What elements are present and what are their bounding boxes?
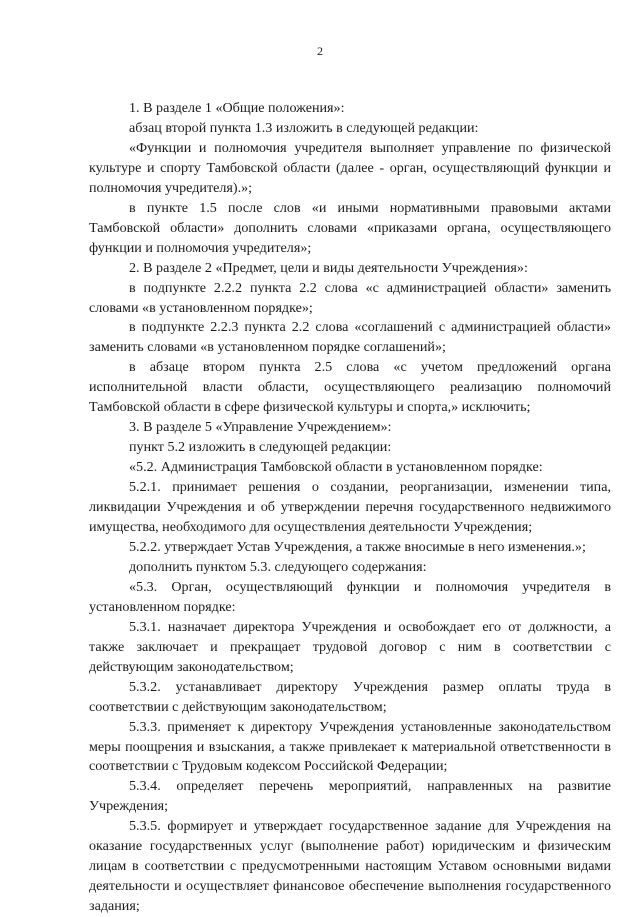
paragraph-5-2-2: 5.2.2. утверждает Устав Учреждения, а также вносимые в него изменения.»;: [129, 538, 586, 555]
paragraph-5-2-1: 5.2.1. принимает решения о создании, реорганизации, изменении типа, ликвидации Учреждения и об утверждении перечня государственного недвижимого имущества, необходимого для осуществления деятельности Учреждения;: [89, 479, 611, 536]
paragraph-5-3-3: 5.3.3. применяет к директору Учреждения установленные законодательством меры поощрения и взыскания, а также привлекает к материальной ответственности в соответствии с Трудовым кодексом Российской Федерации;: [89, 718, 611, 775]
paragraph-5-2-text: «5.2. Администрация Тамбовской области в установленном порядке:: [129, 459, 543, 476]
paragraph-section-1-heading: 1. В разделе 1 «Общие положения»:: [129, 100, 345, 116]
paragraph-2-2-3-amendment: в подпункте 2.2.3 пункта 2.2 слова «соглашений с администрацией области» заменить словами «в установленном порядке соглашений»;: [89, 319, 611, 356]
paragraph-section-5-heading: 3. В разделе 5 «Управление Учреждением»:: [129, 419, 392, 436]
paragraph-1-3-text: «Функции и полномочия учредителя выполняет управление по физической культуре и спорту Тамбовской области (далее - орган, осуществляющий функции и полномочия учредителя).»;: [89, 139, 611, 196]
document-body: [89, 99, 611, 917]
paragraph-1-3-intro: абзац второй пункта 1.3 изложить в следующей редакции:: [129, 119, 479, 136]
paragraph-2-2-2-amendment: в подпункте 2.2.2 пункта 2.2 слова «с администрацией области» заменить словами «в установленном порядке»;: [89, 279, 611, 316]
paragraph-section-2-heading: 2. В разделе 2 «Предмет, цели и виды деятельности Учреждения»:: [129, 259, 528, 276]
paragraph-5-3-text: «5.3. Орган, осуществляющий функции и полномочия учредителя в установленном порядке:: [89, 578, 611, 615]
paragraph-2-5-amendment: в абзаце втором пункта 2.5 слова «с учетом предложений органа исполнительной власти области, осуществляющего реализацию полномочий Тамбовской области в сфере физической культуры и спорта,» исключить;: [89, 359, 611, 416]
paragraph-5-3-5: 5.3.5. формирует и утверждает государственное задание для Учреждения на оказание государственных услуг (выполнение работ) юридическим и физическим лицам в соответствии с предусмотренными настоящим Уставом основными видами деятельности и осуществляет финансовое обеспечение выполнения государственного задания;: [89, 818, 611, 915]
paragraph-5-2-intro: пункт 5.2 изложить в следующей редакции:: [129, 439, 392, 456]
paragraph-5-3-2: 5.3.2. устанавливает директору Учреждения размер оплаты труда в соответствии с действующим законодательством;: [89, 678, 611, 715]
paragraph-1-5-amendment: в пункте 1.5 после слов «и иными нормативными правовыми актами Тамбовской области» дополнить словами «приказами органа, осуществляющего функции и полномочия учредителя»;: [89, 199, 611, 256]
paragraph-5-3-intro: дополнить пунктом 5.3. следующего содержания:: [129, 558, 427, 575]
page-number: 2: [317, 44, 323, 58]
paragraph-5-3-1: 5.3.1. назначает директора Учреждения и освобождает его от должности, а также заключает и прекращает трудовой договор с ним в соответствии с действующим законодательством;: [89, 618, 611, 675]
paragraph-5-3-4: 5.3.4. определяет перечень мероприятий, направленных на развитие Учреждения;: [89, 778, 611, 815]
